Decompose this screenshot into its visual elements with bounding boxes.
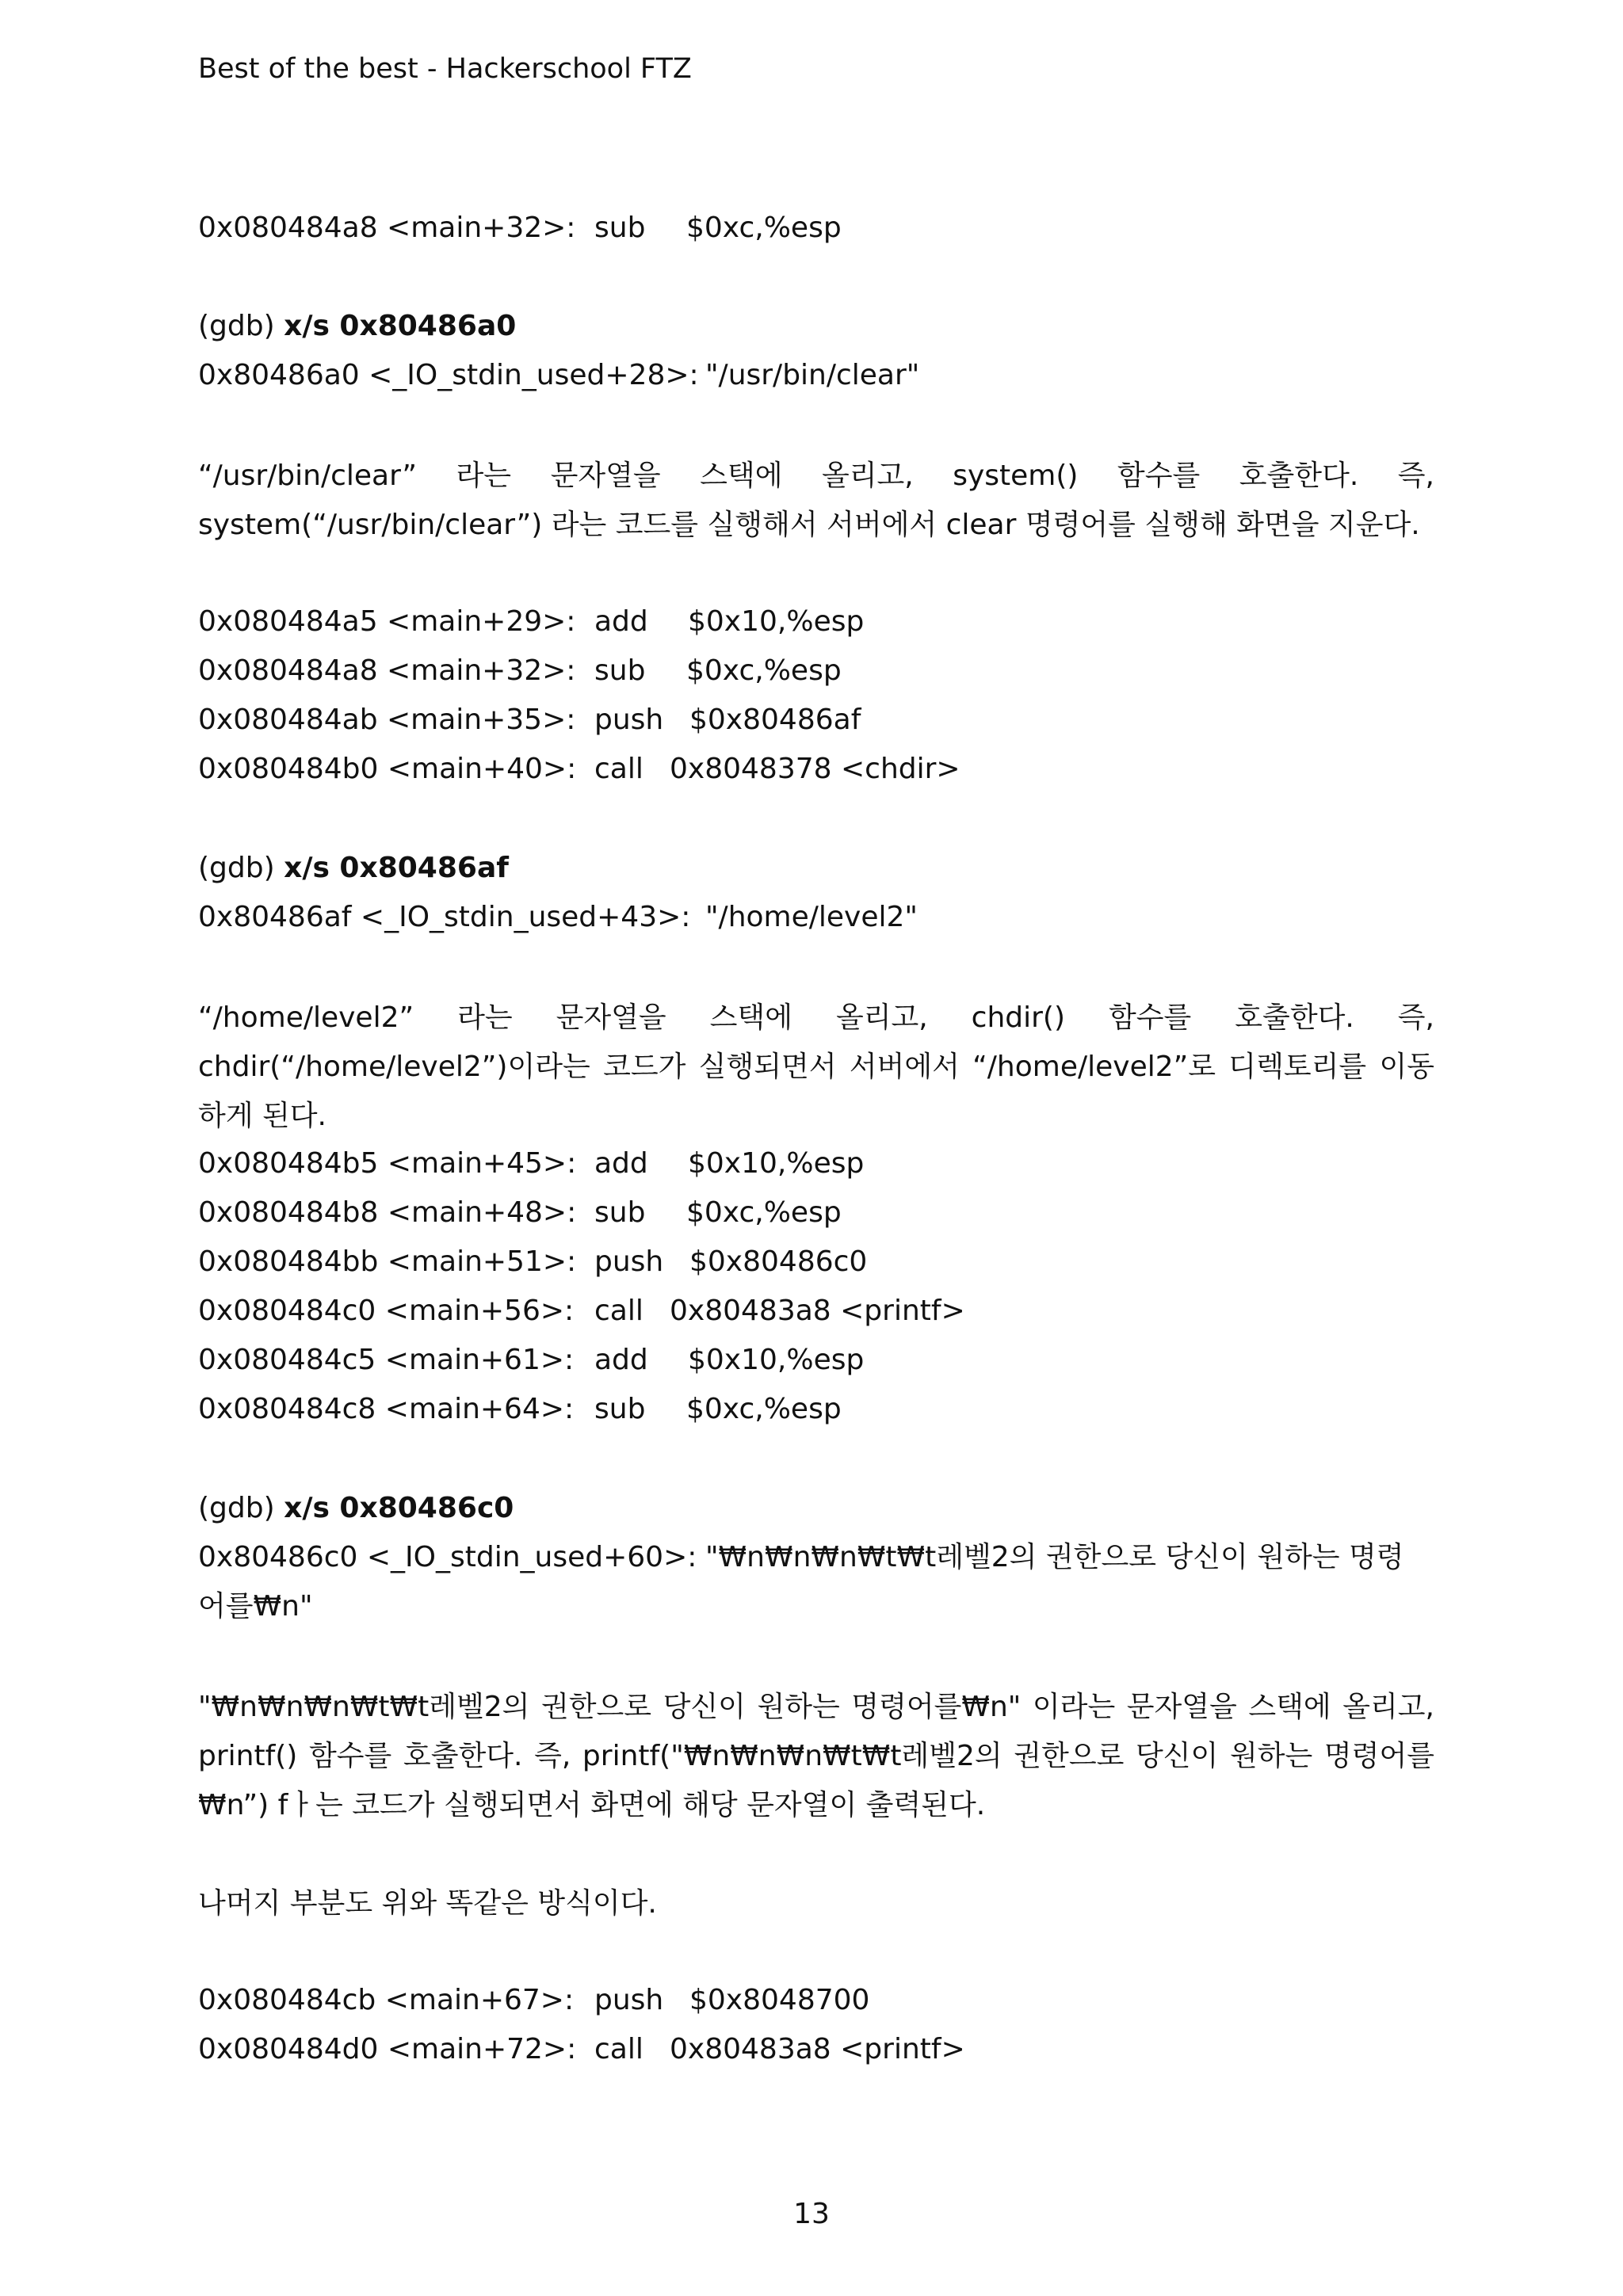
gdb-command-line	[198, 1489, 514, 1528]
asm-opcode: push	[594, 1245, 664, 1278]
asm-operand: 0x8048378 <chdir>	[670, 753, 960, 785]
asm-opcode: call	[594, 1295, 643, 1327]
asm-opcode: push	[594, 1984, 664, 2016]
asm-operand: $0xc,%esp	[686, 654, 842, 687]
explanation-paragraph: 나머지 부분도 위와 똑같은 방식이다.	[198, 1887, 657, 1920]
gdb-result-address: 0x80486af <_IO_stdin_used+43>:	[198, 901, 691, 933]
asm-opcode: push	[594, 704, 664, 736]
asm-address: 0x080484a5 <main+29>:	[198, 605, 576, 638]
gdb-command-line	[198, 849, 509, 888]
gdb-result-address: 0x80486a0 <_IO_stdin_used+28>:	[198, 359, 699, 391]
asm-address: 0x080484b5 <main+45>:	[198, 1147, 577, 1180]
asm-operand: $0x10,%esp	[688, 605, 865, 638]
asm-opcode: add	[594, 1344, 648, 1376]
asm-operand: 0x80483a8 <printf>	[670, 1295, 965, 1327]
asm-operand: $0xc,%esp	[686, 212, 842, 244]
page-number: 13	[793, 2198, 830, 2230]
explanation-paragraph: “/home/level2” 라는 문자열을 스택에 올리고, chdir() 함수를 호출한다. 즉, chdir(“/home/level2”)이라는 코드가 실행되면서 서버에서 “/home/level2”로 디렉토리를 이동하게 된다.	[198, 1001, 1434, 1132]
gdb-prompt: (gdb)	[198, 852, 285, 884]
gdb-prompt: (gdb)	[198, 310, 285, 342]
explanation-paragraph: "₩n₩n₩n₩t₩t레벨2의 권한으로 당신이 원하는 명령어를₩n" 이라는 문자열을 스택에 올리고, printf() 함수를 호출한다. 즉, printf("₩n₩n₩n₩t₩t레벨2의 권한으로 당신이 원하는 명령어를₩n”) fㅏ는 코드가 실행되면서 화면에 해당 문자열이 출력된다.	[198, 1691, 1434, 1821]
gdb-result-string: "/home/level2"	[705, 901, 918, 933]
gdb-prompt: (gdb)	[198, 1492, 285, 1524]
gdb-command-line	[198, 307, 516, 346]
asm-operand: $0xc,%esp	[686, 1196, 842, 1229]
gdb-result-string: "₩n₩n₩n₩t₩t레벨2의 권한으로 당신이 원하는 명령	[705, 1541, 1404, 1573]
asm-opcode: sub	[594, 654, 646, 687]
asm-operand: $0x10,%esp	[688, 1344, 865, 1376]
asm-address: 0x080484b0 <main+40>:	[198, 753, 577, 785]
gdb-command: x/s 0x80486a0	[284, 310, 517, 342]
asm-operand: $0x80486af	[689, 704, 861, 736]
asm-address: 0x080484ab <main+35>:	[198, 704, 576, 736]
asm-address: 0x080484c5 <main+61>:	[198, 1344, 575, 1376]
asm-address: 0x080484b8 <main+48>:	[198, 1196, 577, 1229]
asm-address: 0x080484a8 <main+32>:	[198, 654, 576, 687]
asm-address: 0x080484c0 <main+56>:	[198, 1295, 575, 1327]
asm-operand: $0xc,%esp	[686, 1393, 842, 1425]
asm-opcode: sub	[594, 1196, 646, 1229]
asm-operand: $0x80486c0	[689, 1245, 868, 1278]
asm-operand: $0x10,%esp	[688, 1147, 865, 1180]
gdb-command: x/s 0x80486c0	[284, 1492, 514, 1524]
asm-address: 0x080484d0 <main+72>:	[198, 2033, 577, 2065]
running-header: Best of the best - Hackerschool FTZ	[198, 53, 692, 85]
asm-opcode: add	[594, 1147, 648, 1180]
explanation-paragraph: “/usr/bin/clear” 라는 문자열을 스택에 올리고, system() 함수를 호출한다. 즉, system(“/usr/bin/clear”) 라는 코드를 실행해서 서버에서 clear 명령어를 실행해 화면을 지운다.	[198, 460, 1434, 541]
asm-operand: 0x80483a8 <printf>	[670, 2033, 965, 2065]
asm-address: 0x080484cb <main+67>:	[198, 1984, 575, 2016]
asm-opcode: sub	[594, 1393, 646, 1425]
gdb-result-address: 0x80486c0 <_IO_stdin_used+60>:	[198, 1541, 697, 1573]
asm-address: 0x080484bb <main+51>:	[198, 1245, 577, 1278]
gdb-result-string: "/usr/bin/clear"	[705, 359, 920, 391]
asm-opcode: add	[594, 605, 648, 638]
gdb-command: x/s 0x80486af	[284, 852, 509, 884]
asm-opcode: call	[594, 753, 643, 785]
gdb-result-string-continued: 어를₩n"	[198, 1590, 313, 1623]
asm-opcode: sub	[594, 212, 646, 244]
asm-address: 0x080484c8 <main+64>:	[198, 1393, 575, 1425]
asm-operand: $0x8048700	[689, 1984, 870, 2016]
asm-address: 0x080484a8 <main+32>:	[198, 212, 576, 244]
asm-opcode: call	[594, 2033, 643, 2065]
